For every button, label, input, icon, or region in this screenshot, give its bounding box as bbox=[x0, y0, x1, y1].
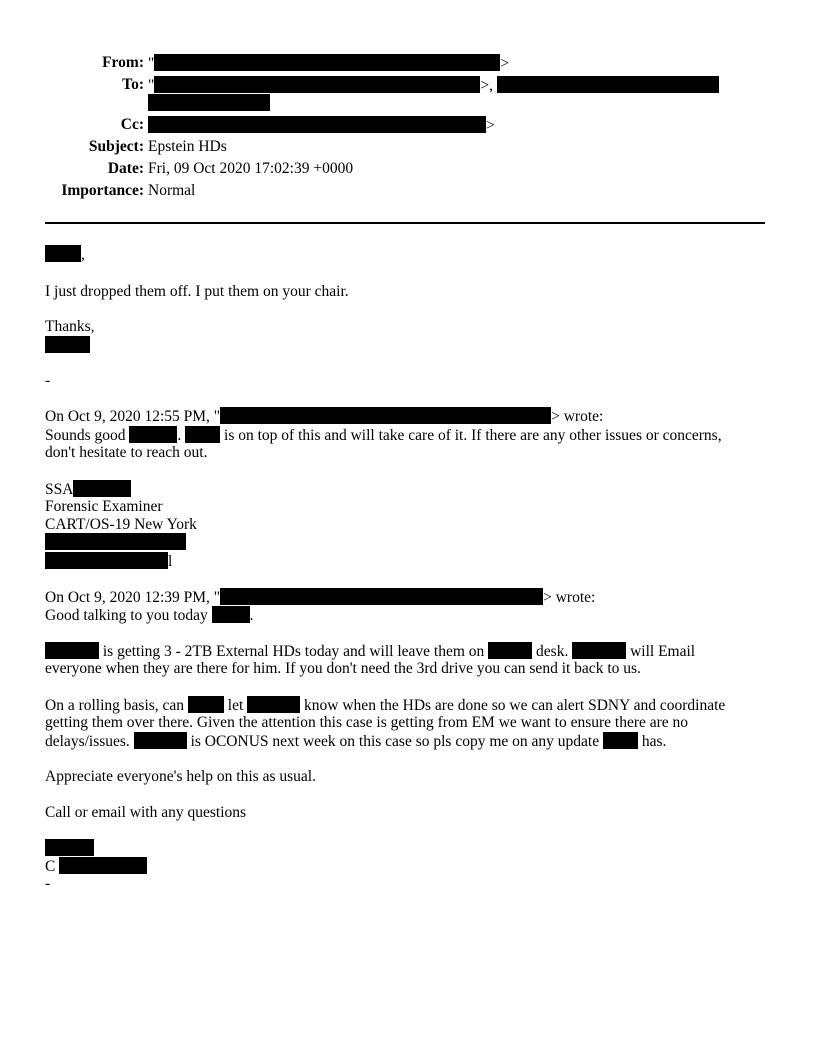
redaction-block bbox=[185, 426, 220, 443]
cc-value bbox=[148, 116, 495, 135]
text: Sounds good bbox=[45, 427, 126, 444]
redaction-block bbox=[73, 480, 131, 497]
importance-value: Normal bbox=[148, 182, 196, 199]
text: SSA bbox=[45, 481, 74, 498]
signature-title: Forensic Examiner bbox=[45, 498, 163, 515]
to-label: To: bbox=[122, 76, 144, 93]
redaction-block bbox=[572, 642, 626, 659]
angle-bracket-comma: >, bbox=[480, 77, 493, 94]
reply-suffix: > wrote: bbox=[543, 589, 596, 606]
redaction-block bbox=[148, 116, 486, 133]
signature-unit: CART/OS-19 New York bbox=[45, 516, 197, 533]
header-divider bbox=[45, 222, 765, 224]
date-value: Fri, 09 Oct 2020 17:02:39 +0000 bbox=[148, 160, 354, 177]
redaction-block bbox=[154, 54, 500, 71]
redaction-block bbox=[148, 94, 270, 111]
body-line bbox=[45, 606, 254, 625]
text: C bbox=[45, 858, 56, 875]
date-label: Date: bbox=[107, 160, 144, 177]
thanks-line: Thanks, bbox=[45, 318, 95, 335]
text: is OCONUS next week on this case so pls copy me on any update bbox=[190, 733, 600, 750]
signature-line bbox=[45, 552, 172, 571]
text: know when the HDs are done so we can alert SDNY and coordinate bbox=[304, 697, 726, 714]
signature-line bbox=[45, 857, 147, 876]
redaction-block bbox=[129, 426, 177, 443]
redaction-block bbox=[220, 407, 551, 424]
redaction-block bbox=[154, 76, 480, 93]
to-value bbox=[148, 76, 719, 95]
text: l bbox=[168, 553, 173, 570]
text: On a rolling basis, can bbox=[45, 697, 185, 714]
comma: , bbox=[81, 246, 85, 263]
angle-bracket: > bbox=[500, 55, 510, 72]
cc-label: Cc: bbox=[120, 116, 144, 133]
text: delays/issues. bbox=[45, 733, 130, 750]
importance-label: Importance: bbox=[61, 182, 144, 199]
angle-bracket: > bbox=[486, 117, 495, 134]
body-line bbox=[45, 696, 725, 715]
redaction-block bbox=[247, 696, 300, 713]
body-line: Appreciate everyone's help on this as usual. bbox=[45, 768, 316, 785]
salutation bbox=[45, 245, 85, 264]
redaction-block bbox=[212, 606, 250, 623]
text: Good talking to you today bbox=[45, 607, 208, 624]
reply-header bbox=[45, 588, 595, 607]
subject-label: Subject: bbox=[88, 138, 144, 155]
redaction-block bbox=[45, 533, 186, 550]
body-line bbox=[45, 426, 722, 445]
redaction-block bbox=[45, 839, 94, 856]
redaction-block bbox=[45, 245, 81, 262]
text: has. bbox=[641, 733, 667, 750]
dash-separator: - bbox=[45, 372, 51, 389]
subject-value: Epstein HDs bbox=[148, 138, 227, 155]
text: . bbox=[177, 427, 182, 444]
redaction-block bbox=[45, 336, 90, 353]
quote-mark: " bbox=[148, 77, 155, 94]
body-line: everyone when they are there for him. If you don't need the 3rd drive you can send it back to us. bbox=[45, 660, 641, 677]
reply-prefix: On Oct 9, 2020 12:55 PM, " bbox=[45, 408, 221, 425]
body-line bbox=[45, 642, 695, 661]
text: desk. bbox=[536, 643, 569, 660]
from-value bbox=[148, 54, 509, 73]
reply-suffix: > wrote: bbox=[551, 408, 604, 425]
dash-separator: - bbox=[45, 875, 51, 892]
quote-mark: " bbox=[148, 55, 155, 72]
redaction-block bbox=[497, 76, 719, 93]
from-label: From: bbox=[102, 54, 144, 71]
body-line: don't hesitate to reach out. bbox=[45, 444, 208, 461]
redaction-block bbox=[220, 588, 543, 605]
redaction-block bbox=[59, 857, 147, 874]
body-line: Call or email with any questions bbox=[45, 804, 247, 821]
text: is getting 3 - 2TB External HDs today and will leave them on bbox=[102, 643, 485, 660]
redaction-block bbox=[188, 696, 224, 713]
reply-header bbox=[45, 407, 603, 426]
redaction-block bbox=[45, 552, 168, 569]
body-line: I just dropped them off. I put them on your chair. bbox=[45, 283, 349, 300]
body-line: getting them over there. Given the attention this case is getting from EM we want to ensure there are no bbox=[45, 714, 689, 731]
text: is on top of this and will take care of it. If there are any other issues or concerns, bbox=[224, 427, 722, 444]
redaction-block bbox=[134, 732, 187, 749]
redaction-block bbox=[488, 642, 532, 659]
text: will Email bbox=[630, 643, 696, 660]
text: let bbox=[227, 697, 244, 714]
body-line bbox=[45, 732, 666, 751]
redaction-block bbox=[603, 732, 638, 749]
text: . bbox=[249, 607, 254, 624]
redaction-block bbox=[45, 642, 99, 659]
reply-prefix: On Oct 9, 2020 12:39 PM, " bbox=[45, 589, 221, 606]
signature-line bbox=[45, 480, 131, 499]
